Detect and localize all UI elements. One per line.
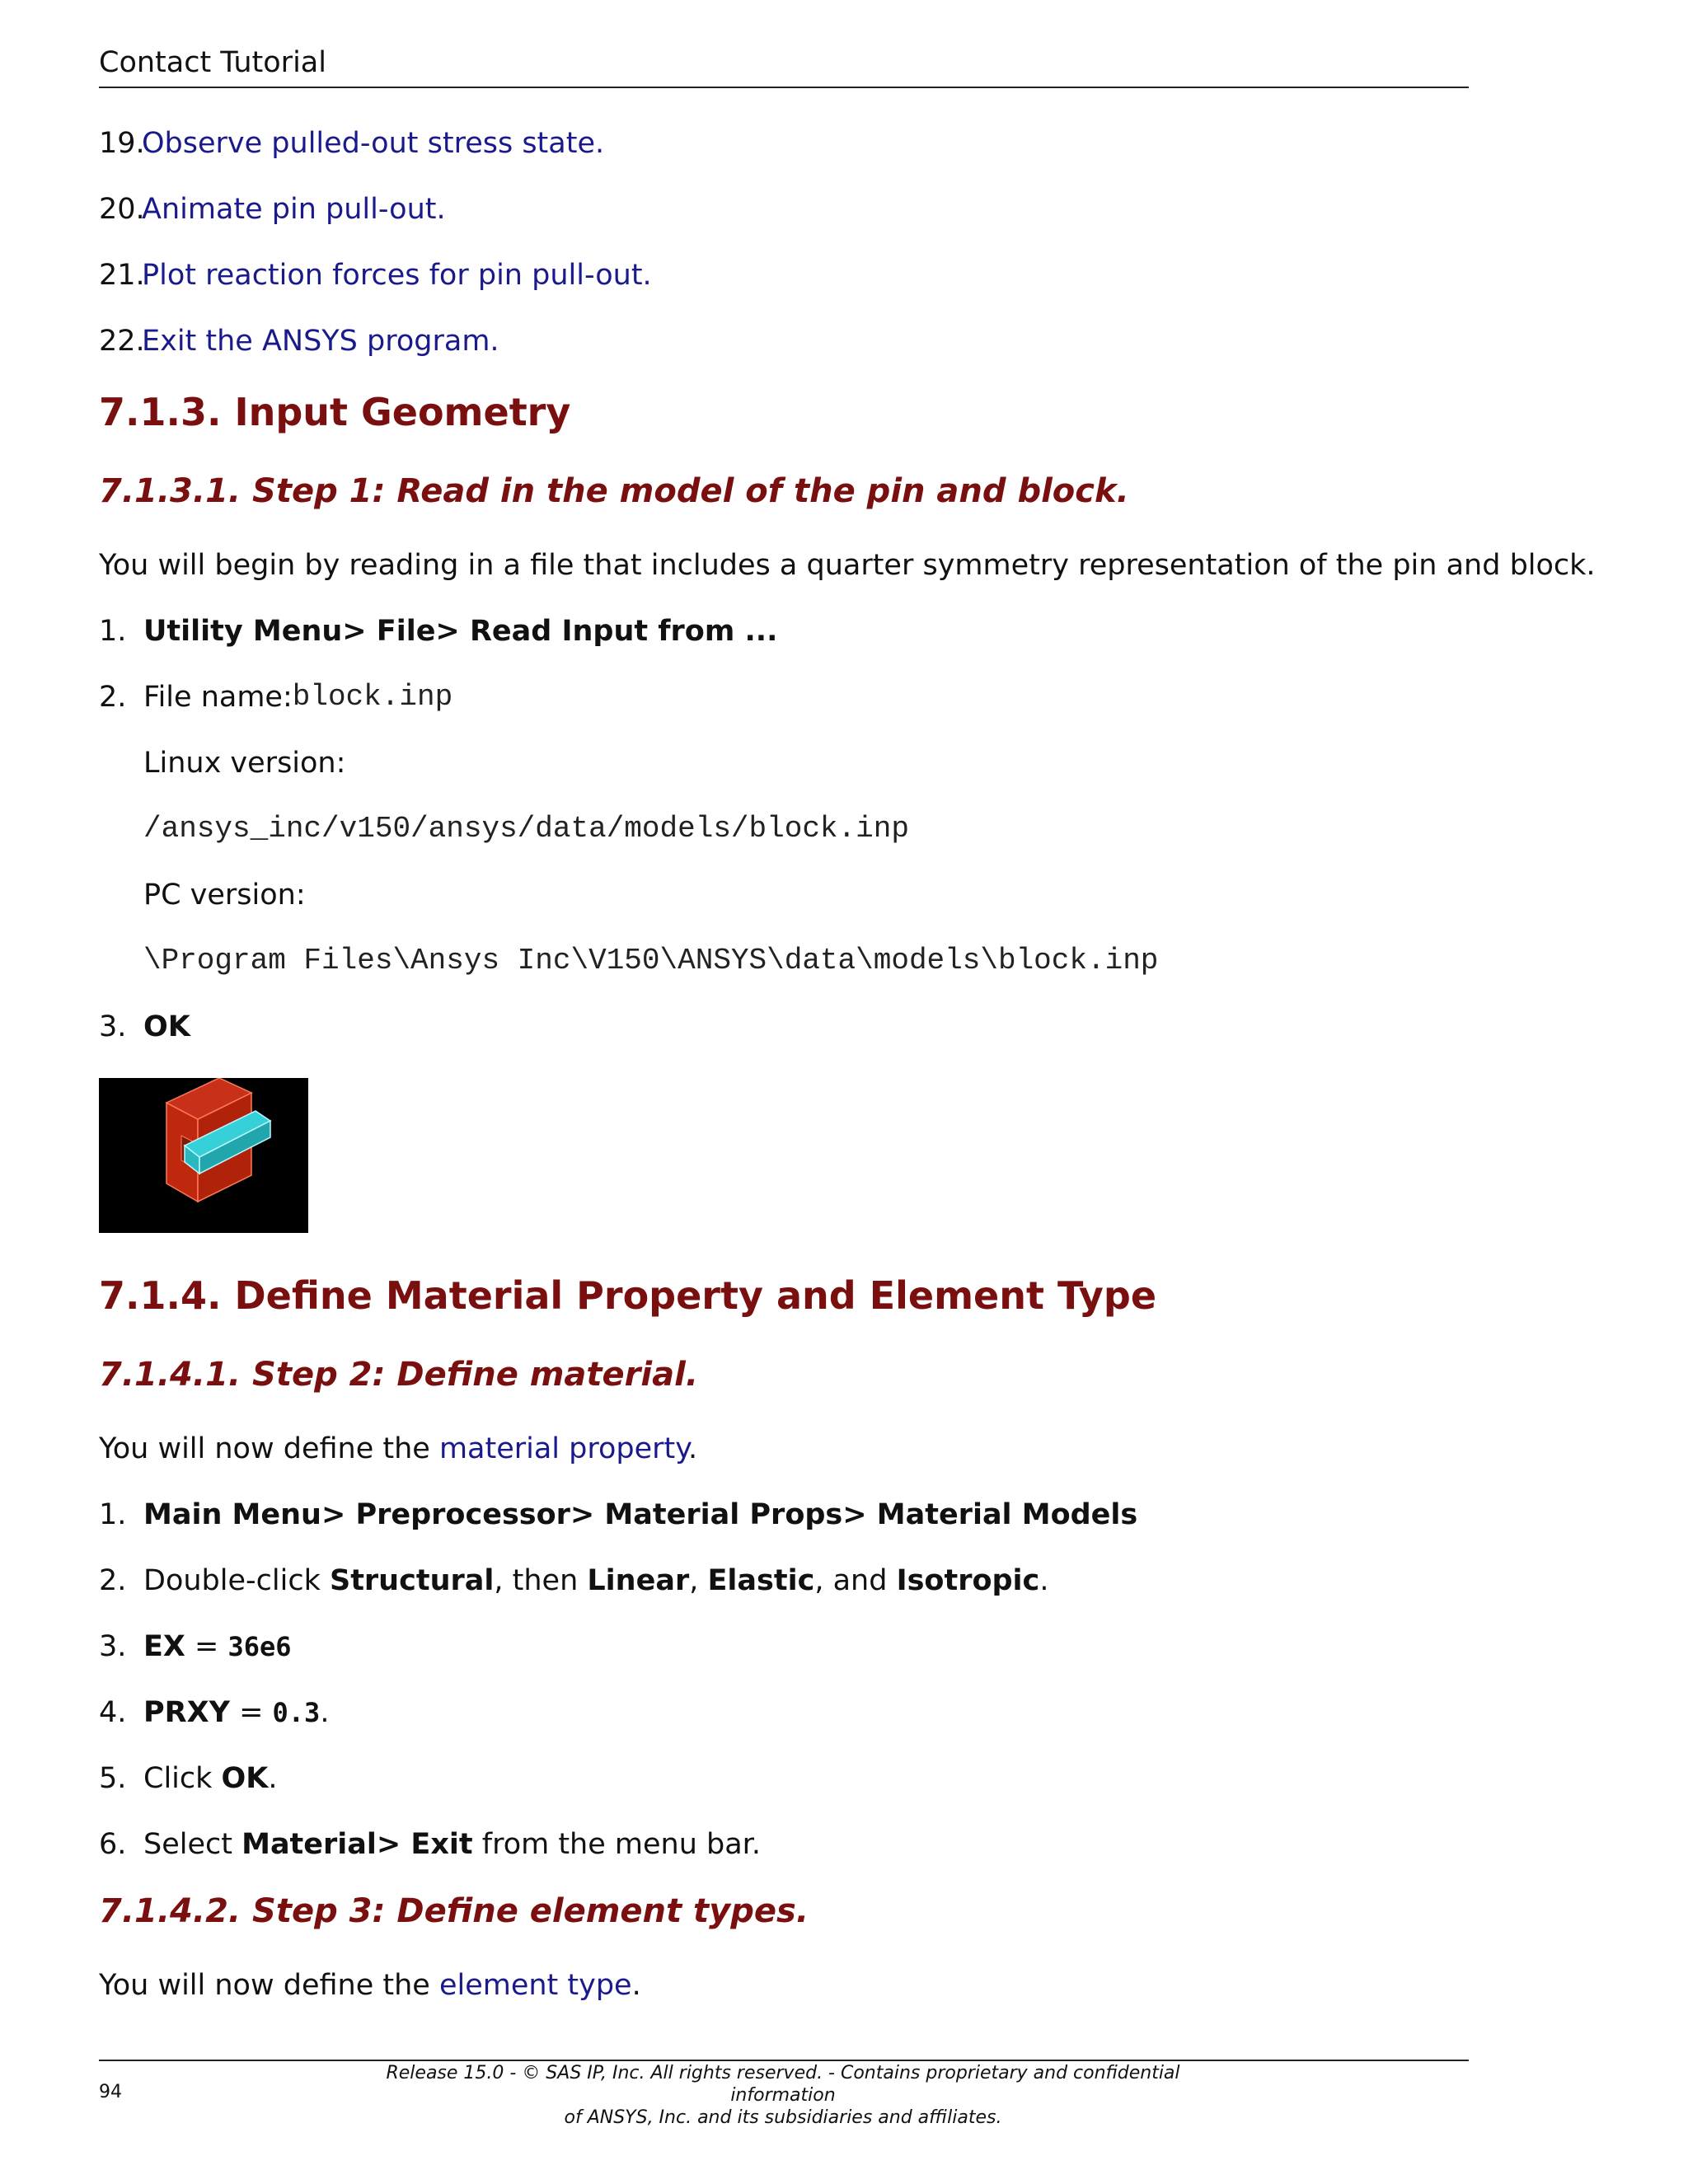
procedure-link-reaction-forces[interactable]: Plot reaction forces for pin pull-out.	[142, 259, 652, 292]
instruction-item	[99, 1495, 1469, 1561]
param-prxy-value: 0.3	[272, 1697, 321, 1728]
text: Click	[143, 1762, 222, 1795]
section-heading-input-geometry: 7.1.3. Input Geometry	[99, 390, 571, 434]
instruction-number: 4.	[99, 1696, 127, 1729]
instruction-text	[143, 1759, 278, 1825]
procedure-number: 22.	[99, 325, 145, 358]
step-2-instructions	[99, 1495, 1469, 1891]
step-1-intro: You will begin by reading in a file that includes a quarter symmetry representation of the pin and block.	[99, 549, 1596, 582]
step-1-instructions-cont	[99, 1007, 1469, 1073]
procedure-link-animate[interactable]: Animate pin pull-out.	[142, 193, 446, 226]
procedure-list	[99, 124, 1469, 387]
term-linear: Linear	[587, 1564, 690, 1597]
intro-text: .	[687, 1432, 698, 1465]
instruction-number: 2.	[99, 1564, 127, 1597]
procedure-number: 19.	[99, 127, 145, 160]
text: , then	[494, 1564, 588, 1597]
param-prxy: PRXY	[143, 1696, 230, 1729]
text: .	[1039, 1564, 1049, 1597]
instruction-item	[99, 1007, 1469, 1073]
instruction-number: 3.	[99, 1630, 127, 1663]
text: Double-click	[143, 1564, 330, 1597]
instruction-item	[99, 1825, 1469, 1891]
running-header: Contact Tutorial	[99, 46, 326, 79]
footer-line: of ANSYS, Inc. and its subsidiaries and affiliates.	[564, 2107, 1002, 2128]
linux-path: /ansys_inc/v150/ansys/data/models/block.inp	[143, 812, 909, 846]
instruction-text	[143, 1693, 329, 1759]
file-name-label: File name:	[143, 681, 293, 714]
term-structural: Structural	[329, 1564, 495, 1597]
text: =	[185, 1630, 228, 1663]
step-3-intro	[99, 1966, 641, 2005]
instruction-item	[99, 1759, 1469, 1825]
ok-label: OK	[143, 1010, 190, 1043]
term-elastic: Elastic	[707, 1564, 815, 1597]
step-1-instructions	[99, 612, 1469, 743]
text: , and	[814, 1564, 897, 1597]
procedure-item	[99, 124, 1469, 190]
procedure-number: 21.	[99, 259, 145, 292]
instruction-number: 3.	[99, 1010, 127, 1043]
instruction-item	[99, 1561, 1469, 1627]
instruction-number: 5.	[99, 1762, 127, 1795]
linux-version-label: Linux version:	[143, 747, 346, 780]
instruction-text	[143, 1627, 292, 1693]
subsection-heading-step-3: 7.1.4.2. Step 3: Define element types.	[99, 1892, 809, 1930]
pc-path: \Program Files\Ansys Inc\V150\ANSYS\data\models\block.inp	[143, 944, 1159, 977]
section-heading-material-element: 7.1.4. Define Material Property and Element Type	[99, 1273, 1157, 1318]
ok-label: OK	[221, 1762, 269, 1795]
text: .	[320, 1696, 330, 1729]
text: from the menu bar.	[472, 1828, 761, 1861]
page-number: 94	[99, 2082, 122, 2102]
instruction-item	[99, 612, 1469, 677]
step-2-intro	[99, 1429, 697, 1469]
instruction-number: 1.	[99, 1498, 127, 1531]
subsection-heading-step-1: 7.1.3.1. Step 1: Read in the model of the pin and block.	[99, 472, 1129, 510]
menu-path: Utility Menu> File> Read Input from ...	[143, 615, 778, 648]
param-ex: EX	[143, 1630, 185, 1663]
subsection-heading-step-2: 7.1.4.1. Step 2: Define material.	[99, 1356, 699, 1394]
instruction-text	[143, 1825, 761, 1891]
text: .	[268, 1762, 278, 1795]
procedure-item	[99, 255, 1469, 321]
file-name-value: block.inp	[292, 680, 453, 714]
procedure-item	[99, 321, 1469, 387]
param-ex-value: 36e6	[227, 1631, 292, 1662]
instruction-item	[99, 1693, 1469, 1759]
menu-path: Material> Exit	[241, 1828, 473, 1861]
footer-line: Release 15.0 - © SAS IP, Inc. All rights reserved. - Contains proprietary and confidential information	[386, 2063, 1180, 2106]
pin-block-graphic	[99, 1078, 308, 1233]
instruction-number: 6.	[99, 1828, 127, 1861]
instruction-number: 1.	[99, 615, 127, 648]
intro-text: You will now define the	[99, 1969, 439, 2002]
text: ,	[689, 1564, 708, 1597]
instruction-item	[99, 1627, 1469, 1693]
material-property-link[interactable]: material property	[438, 1432, 688, 1465]
element-type-link[interactable]: element type	[438, 1969, 632, 2002]
procedure-link-exit[interactable]: Exit the ANSYS program.	[142, 325, 499, 358]
procedure-link-stress-state[interactable]: Observe pulled-out stress state.	[142, 127, 605, 160]
footer-rule	[99, 2060, 1469, 2061]
term-isotropic: Isotropic	[896, 1564, 1040, 1597]
menu-path: Main Menu> Preprocessor> Material Props> Material Models	[143, 1498, 1138, 1531]
pc-version-label: PC version:	[143, 879, 306, 912]
text: =	[229, 1696, 273, 1729]
text: Select	[143, 1828, 242, 1861]
header-rule	[99, 87, 1469, 88]
intro-text: .	[631, 1969, 641, 2002]
footer-copyright	[371, 2062, 1195, 2129]
procedure-item	[99, 190, 1469, 255]
procedure-number: 20.	[99, 193, 145, 226]
instruction-number: 2.	[99, 681, 127, 714]
instruction-item	[99, 677, 1469, 743]
pin-and-block-model-image	[99, 1078, 308, 1233]
intro-text: You will now define the	[99, 1432, 439, 1465]
instruction-text	[143, 1561, 1048, 1627]
